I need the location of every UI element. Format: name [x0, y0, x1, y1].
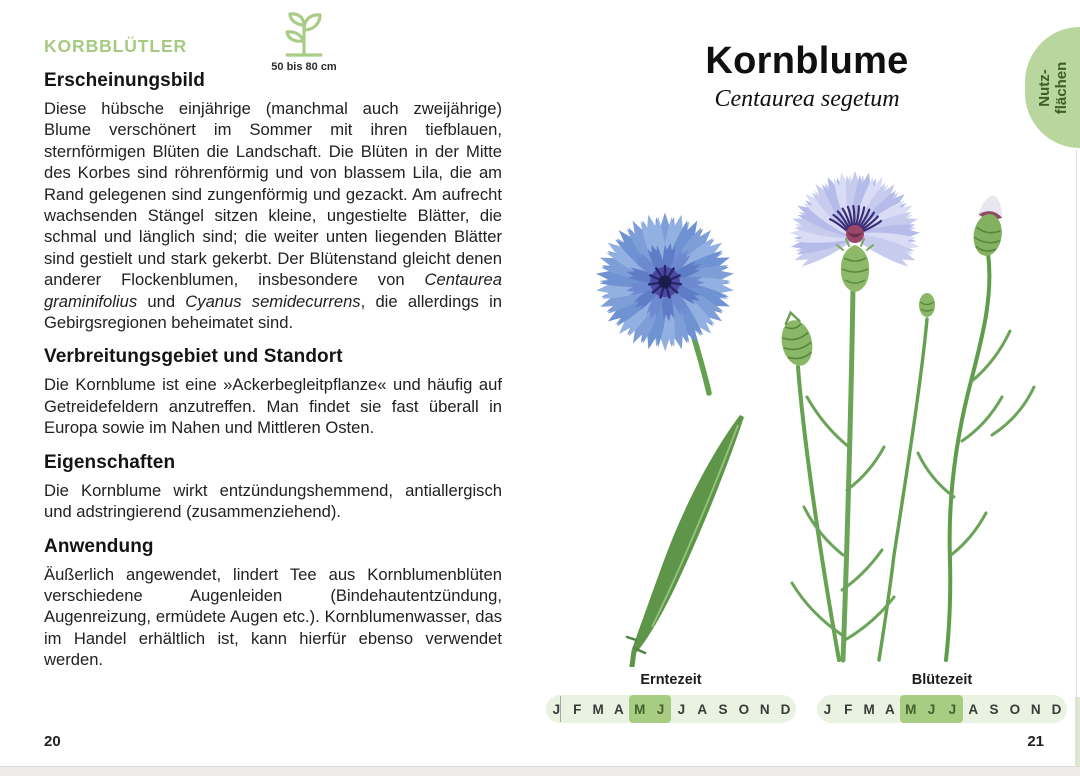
paragraph-text: und	[137, 291, 186, 311]
basal-leaf	[627, 415, 744, 666]
harvest-time-label: Erntezeit	[640, 672, 702, 688]
chapter-tab-label: Nutz- flächen	[1035, 61, 1070, 114]
section-heading-eigenschaften: Eigenschaften	[44, 451, 176, 473]
section-heading-erscheinungsbild: Erscheinungsbild	[44, 70, 206, 91]
cornflower-lavender	[789, 170, 920, 292]
harvest-month-bar	[546, 695, 796, 723]
month-cell: J	[823, 701, 832, 717]
month-cell: F	[573, 701, 582, 717]
month-cell: A	[885, 701, 895, 717]
paragraph-anwendung: Äußerlich angewendet, lindert Tee aus Kornblumenblüten verschiedene Augenleiden (Bindehautentzündung, Augenreizung, ermüdete Augen etc.). Kornblumenwasser, das im Handel erhältlich ist, kann hierfür ebenso verwendet werden.	[44, 564, 502, 670]
month-cell: O	[1009, 701, 1021, 717]
month-cell: M	[863, 701, 875, 717]
paragraph-erscheinungsbild	[44, 98, 502, 333]
bloom-month-bar	[817, 695, 1067, 723]
month-cell: F	[844, 701, 853, 717]
bloom-time-label: Blütezeit	[911, 672, 973, 688]
species-name: Centaurea graminifolius	[44, 270, 502, 311]
month-cell: S	[989, 701, 999, 717]
cornflower-illustration	[552, 135, 1070, 667]
flower-bud-small	[919, 293, 935, 317]
page-number-right: 21	[1027, 733, 1044, 750]
month-cell: J	[942, 695, 963, 723]
month-cell: A	[614, 701, 624, 717]
flower-bud-opening	[971, 193, 1007, 257]
month-cell: N	[759, 701, 770, 717]
month-cell: S	[718, 701, 728, 717]
month-cell: J	[921, 695, 942, 723]
paragraph-text: Diese hübsche einjährige (manchmal auch zweijährige) Blume verschönert im Sommer mit ihren tiefblauen, sternförmigen Blüten die Landschaft. Die Blüten in der Mitte des Korbes sind röhrenförmig und von blassem Lila, die am Rand gelegenen sind zungenförmig und gezackt. Am aufrecht wachsenden Stängel sitzen kleine, ungestielte Blätter, die schmal und länglich sind; die weiter unten liegenden Blätter sind gestielt und stark gekerbt. Der Blütenstand gleicht denen anderer Flockenblumen, insbesondere von	[44, 99, 502, 290]
seedling-icon	[244, 10, 364, 60]
month-cell: N	[1030, 701, 1041, 717]
month-cell: O	[738, 701, 750, 717]
page-bottom-edge	[0, 766, 1080, 776]
month-cell: J	[677, 701, 686, 717]
paragraph-eigenschaften: Die Kornblume wirkt entzündungshemmend, antiallergisch und adstringierend (zusammenziehend).	[44, 480, 502, 522]
paragraph-verbreitung: Die Kornblume ist eine »Ackerbegleitpflanze« und häufig auf Getreidefeldern anzutreffen. Man findet sie fast überall in Europa sowie im Nahen und Mittleren Osten.	[44, 375, 502, 438]
flower-bud-large	[776, 310, 817, 369]
page-fold-mark	[560, 696, 561, 722]
bloom-time-chart	[817, 672, 1067, 723]
page-title: Kornblume	[705, 40, 909, 82]
month-cell: A	[697, 701, 708, 717]
species-name: Cyanus semidecurrens	[185, 291, 361, 311]
section-heading-anwendung: Anwendung	[44, 535, 154, 557]
stems	[692, 253, 1034, 660]
month-cell: J	[650, 695, 671, 723]
month-cell: A	[968, 701, 979, 717]
page-number-left: 20	[44, 733, 61, 750]
plant-family-label: KORBBLÜTLER	[44, 36, 188, 56]
month-cell: M	[592, 701, 604, 717]
month-cell: J	[552, 701, 561, 717]
month-cell: M	[900, 695, 921, 723]
section-heading-verbreitung: Verbreitungsgebiet und Standort	[44, 346, 343, 368]
paragraph-text: , die allerdings in Gebirgsregionen beheimatet sind.	[44, 291, 502, 333]
latin-name-subtitle: Centaurea segetum	[714, 86, 900, 112]
harvest-time-chart	[546, 672, 796, 723]
left-text-column	[44, 62, 502, 673]
month-cell: D	[780, 701, 791, 717]
month-cell: M	[629, 695, 650, 723]
month-cell: D	[1051, 701, 1062, 717]
page-edge-line	[1076, 150, 1077, 767]
plant-height-label: 50 bis 80 cm	[271, 61, 337, 73]
cornflower-blue	[595, 212, 735, 351]
